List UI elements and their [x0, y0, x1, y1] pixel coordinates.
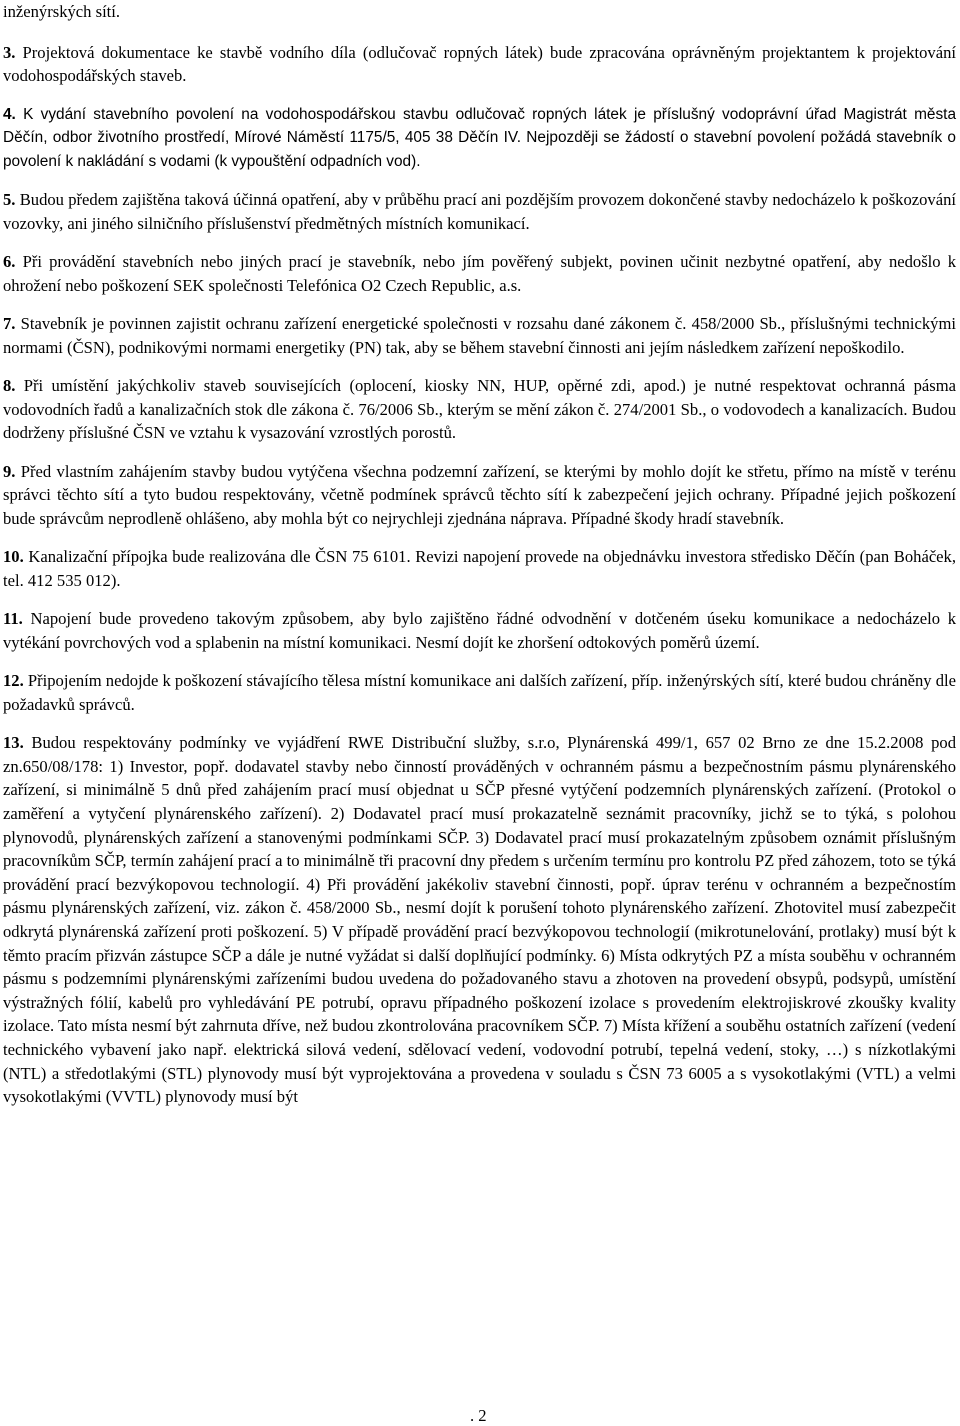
- condition-4: [3, 103, 956, 174]
- condition-text: Stavebník je povinnen zajistit ochranu zařízení energetické společnosti v rozsahu dané zákonem č. 458/2000 Sb., příslušnými technickými normami (ČSN), podnikovými normami energetiky (PN) tak, aby se během stavební činnosti ani jejím následkem zařízení nepoškodilo.: [3, 314, 956, 357]
- condition-number: 4.: [3, 105, 16, 123]
- condition-text: K vydání stavebního povolení na vodohospodářskou stavbu odlučovač ropných látek je příslušný vodoprávní úřad Magistrát města Děčín, odbor životního prostředí, Mírové Náměstí 1175/5, 405 38 Děčín IV. Nejpozději se žádostí o stavební povolení požádá stavebník o povolení k nakládání s vodami (k vypouštění odpadních vod).: [3, 105, 956, 170]
- continued-text: inženýrských sítí.: [3, 2, 121, 21]
- condition-8: [3, 374, 956, 445]
- condition-text: Před vlastním zahájením stavby budou vytýčena všechna podzemní zařízení, se kterými by mohlo dojít ke střetu, přímo na místě v terénu správci těchto sítí a tyto budou respektovány, včetně podmínek správců těchto sítí k zabezpečení jejich ochrany. Případné jejich poškození bude správcům neprodleně ohlášeno, aby mohla být co nejrychleji zjednána náprava. Případné škody hradí stavebník.: [3, 461, 956, 528]
- condition-text: Při umístění jakýchkoliv staveb souvisejících (oplocení, kiosky NN, HUP, opěrné zdi, apod.) je nutné respektovat ochranná pásma vodovodních řadů a kanalizačních stok dle zákona č. 76/2006 Sb., kterým se mění zákon č. 274/2001 Sb., o vodovodech a kanalizacích. Budou dodrženy příslušné ČSN ve vztahu k vysazování vzrostlých porostů.: [3, 376, 956, 443]
- condition-number: 13.: [3, 733, 24, 753]
- condition-13: [3, 731, 956, 1109]
- condition-number: 5.: [3, 190, 16, 210]
- condition-text: Projektová dokumentace ke stavbě vodního díla (odlučovač ropných látek) bude zpracována oprávněným projektantem k projektování vodohospodářských staveb.: [3, 42, 956, 86]
- condition-number: 9.: [3, 461, 16, 481]
- condition-number: 3.: [3, 42, 16, 62]
- condition-5: [3, 188, 956, 235]
- condition-text: Budou respektovány podmínky ve vyjádření RWE Distribuční služby, s.r.o, Plynárenská 499/1, 657 02 Brno ze dne 15.2.2008 pod zn.650/08/178: 1) Investor, popř. dodavatel stavby nebo činností prováděných v ochranném pásmu a bezpečnostním pásmu plynárenského zařízení, si minimálně 5 dnů před zahájením prací musí objednat u SČP přesné vytýčení podzemních plynárenských zařízení. (Protokol o zaměření a vytyčení plynárenského zařízení). 2) Dodavatel prací musí prokazatelně seznámit pracovníky, jichž se to týká, s polohou plynovodů, plynárenských zařízení a stanovenými podmínkami SČP. 3) Dodavatel prací musí prokazatelným způsobem oznámit příslušným pracovníkům SČP, termín zahájení prací a to minimálně tři pracovní dny předem s určením termínu pro kontrolu PZ před záhozem, toto se týká provádění prací bezvýkopovou technologií. 4) Při provádění jakékoliv stavební činnosti, popř. úprav terénu v ochranném a bezpečnostím pásmu plynárenských zařízení, viz. zákon č. 458/2000 Sb., nesmí dojít k porušení tohoto plynárenského zařízení. Zhotovitel musí zabezpečit odkrytá plynárenská zařízení proti poškození. 5) V případě provádění prací bezvýkopovou technologií (mikrotunelování, protlaky) musí být k těmto pracím přizván zástupce SČP a dále je nutné vyžádat si další doplňující podmínky. 6) Místa odkrytých PZ a místa souběhu v ochranném pásmu s podzemními plynárenskými zařízeními budou uvedena do požadovaného stavu a zhotoven na provedení obsypů, podsypů, umístění výstražných fólií, kabelů pro vyhledávání PE potrubí, opravu případného poškození izolace s provedením elektrojiskrové zkoušky kvality izolace. Tato místa nesmí být zahrnuta dříve, než budou zkontrolována pracovníkem SČP. 7) Místa křížení a souběhu ostatních zařízení (vedení technického vybavení jako např. elektrická silová vedení, sdělovací vedení, vodovodní potrubí, tepelná vedení, stoky, …) s nízkotlakými (NTL) a středotlakými (STL) plynovody musí být vyprojektována a provedena v souladu s ČSN 73 6005 a s vysokotlakými (VTL) a velmi vysokotlakými (VVTL) plynovody musí být: [3, 733, 956, 1107]
- condition-number: 7.: [3, 314, 16, 334]
- condition-number: 6.: [3, 252, 16, 272]
- condition-text: Kanalizační přípojka bude realizována dle ČSN 75 6101. Revizi napojení provede na objednávku investora středisko Děčín (pan Boháček, tel. 412 535 012).: [3, 547, 956, 590]
- condition-7: [3, 312, 956, 359]
- condition-3: [3, 41, 956, 88]
- condition-text: Při provádění stavebních nebo jiných prací je stavebník, nebo jím pověřený subjekt, povinen učinit nezbytné opatření, aby nedošlo k ohrožení nebo poškození SEK společnosti Telefónica O2 Czech Republic, a.s.: [3, 252, 956, 295]
- condition-number: 10.: [3, 547, 24, 567]
- condition-6: [3, 250, 956, 297]
- condition-11: [3, 607, 956, 654]
- condition-10: [3, 545, 956, 592]
- condition-number: 12.: [3, 671, 24, 691]
- condition-text: Připojením nedojde k poškození stávajícího tělesa místní komunikace ani dalších zařízení, příp. inženýrských sítí, které budou chráněny dle požadavků správců.: [3, 671, 956, 714]
- condition-9: [3, 460, 956, 531]
- condition-text: Napojení bude provedeno takovým způsobem, aby bylo zajištěno řádné odvodnění v dotčeném úseku komunikace a nedocházelo k vytékání povrchových vod a splabenin na místní komunikaci. Nesmí dojít ke zhoršení odtokových poměrů území.: [3, 609, 956, 652]
- condition-12: [3, 669, 956, 716]
- condition-number: 8.: [3, 376, 16, 396]
- condition-text: Budou předem zajištěna taková účinná opatření, aby v průběhu prací ani pozdějším provozem dokončené stavby nedocházelo k poškozování vozovky, ani jiného silničního příslušenství předmětných místních komunikací.: [3, 190, 956, 233]
- condition-number: 11.: [3, 609, 23, 629]
- page-number: . 2: [470, 1406, 487, 1425]
